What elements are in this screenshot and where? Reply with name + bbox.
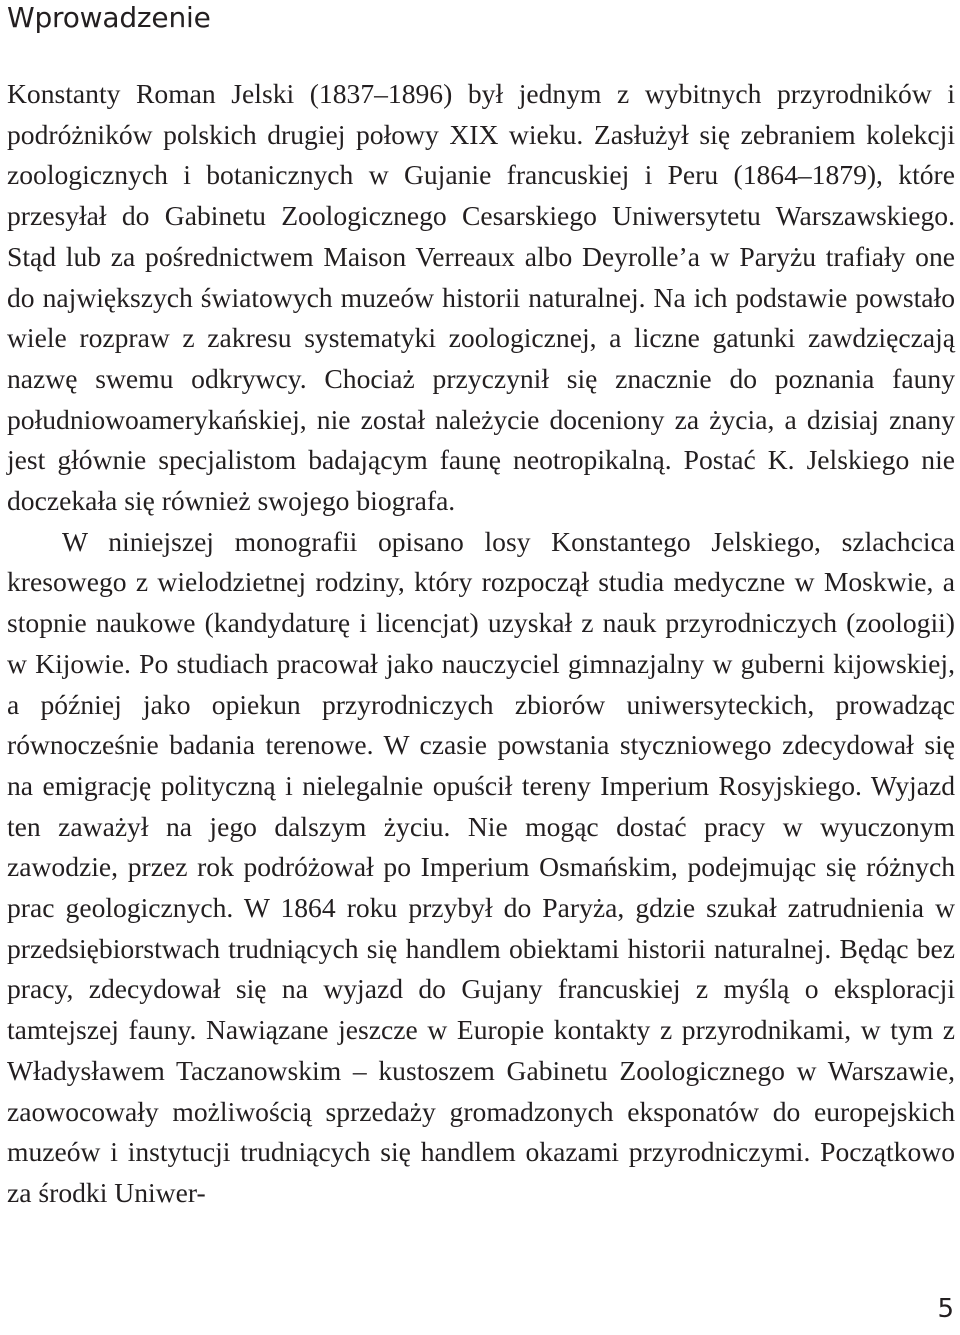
section-heading: Wprowadzenie	[7, 1, 211, 34]
page-number: 5	[937, 1294, 954, 1324]
paragraph-2: W niniejszej monografii opisano losy Konstantego Jelskiego, szlachcica kresowego z wielodzietnej rodziny, który rozpoczął studia medyczne w Moskwie, a stopnie naukowe (kandydaturę i licencjat) uzyskał z nauk przyrodniczych (zoologii) w Kijowie. Po studiach pracował jako nauczyciel gimnazjalny w guberni kijowskiej, a później jako opiekun przyrodniczych zbiorów uniwersyteckich, prowadząc równocześnie badania terenowe. W czasie powstania styczniowego zdecydował się na emigrację polityczną i nielegalnie opuścił tereny Imperium Rosyjskiego. Wyjazd ten zaważył na jego dalszym życiu. Nie mogąc dostać pracy w wyuczonym zawodzie, przez rok podróżował po Imperium Osmańskim, podejmując się różnych prac geologicznych. W 1864 roku przybył do Paryża, gdzie szukał zatrudnienia w przedsiębiorstwach trudniących się handlem obiektami historii naturalnej. Będąc bez pracy, zdecydował się na wyjazd do Gujany francuskiej z myślą o eksploracji tamtejszej fauny. Nawiązane jeszcze w Europie kontakty z przyrodnikami, w tym z Władysławem Taczanowskim – kustoszem Gabinetu Zoologicznego w Warszawie, zaowocowały możliwością sprzedaży gromadzonych eksponatów do europejskich muzeów i instytucji trudniących się handlem okazami przyrodniczymi. Początkowo za środki Uniwer-	[7, 525, 955, 1208]
body-text	[7, 74, 955, 1214]
paragraph-1: Konstanty Roman Jelski (1837–1896) był jednym z wybitnych przyrodników i podróżników polskich drugiej połowy XIX wieku. Zasłużył się zebraniem kolekcji zoologicznych i botanicznych w Gujanie francuskiej i Peru (1864–1879), które przesyłał do Gabinetu Zoologicznego Cesarskiego Uniwersytetu Warszawskiego. Stąd lub za pośrednictwem Maison Verreaux albo Deyrolle’a w Paryżu trafiały one do największych światowych muzeów historii naturalnej. Na ich podstawie powstało wiele rozpraw z zakresu systematyki zoologicznej, a liczne gatunki zawdzięczają nazwę swemu odkrywcy. Chociaż przyczynił się znacznie do poznania fauny południowoamerykańskiej, nie został należycie doceniony za życia, a dzisiaj znany jest głównie specjalistom badającym faunę neotropikalną. Postać K. Jelskiego nie doczekała się również swojego biografa.	[7, 78, 955, 517]
